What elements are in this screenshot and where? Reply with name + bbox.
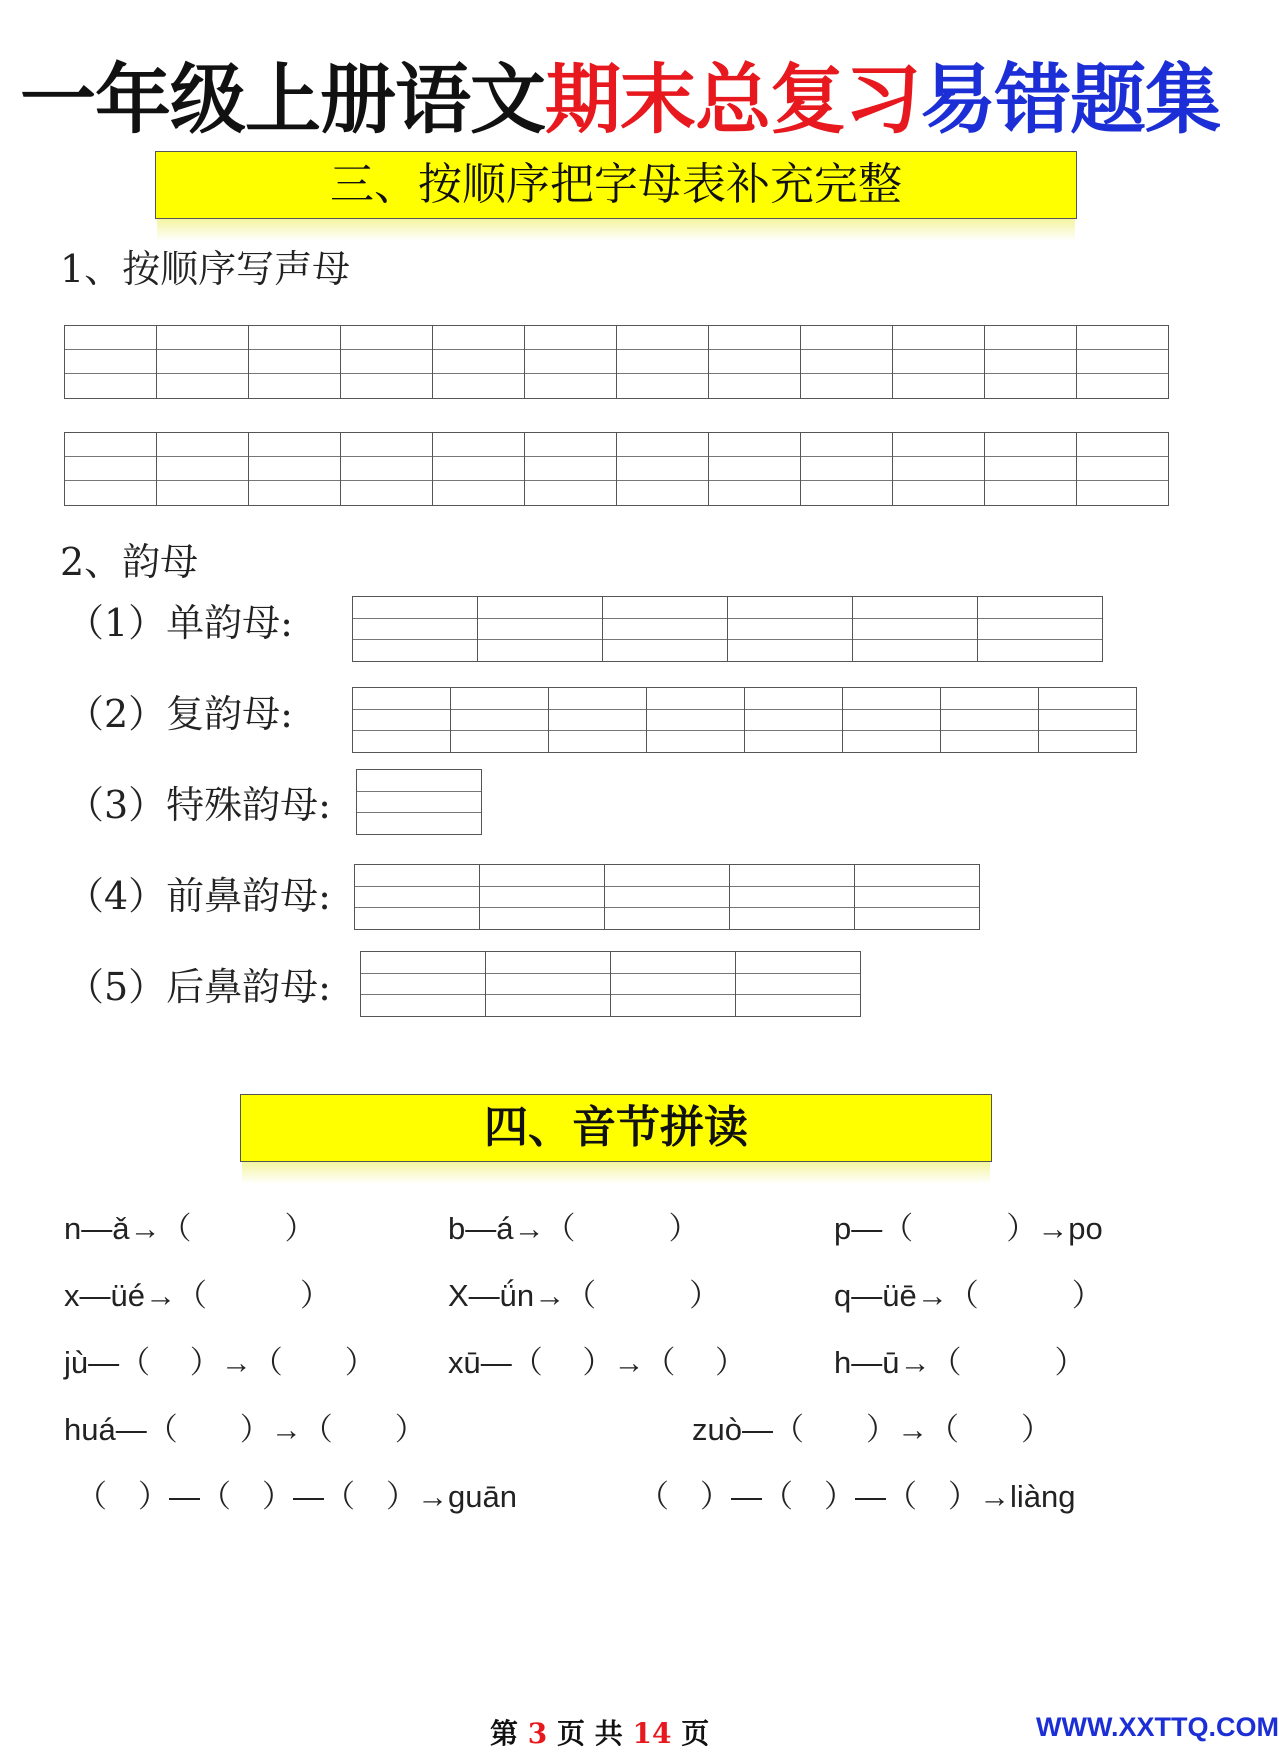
writing-cell[interactable] xyxy=(1039,687,1137,753)
writing-cell[interactable] xyxy=(525,432,617,506)
exercise-10[interactable]: huá—（ ）→（ ） xyxy=(64,1412,426,1447)
writing-cell[interactable] xyxy=(978,596,1103,662)
writing-cell[interactable] xyxy=(486,951,611,1017)
yunmu-label-3: （3）特殊韵母: xyxy=(66,783,331,827)
writing-cell[interactable] xyxy=(985,432,1077,506)
writing-cell[interactable] xyxy=(1077,325,1169,399)
exercise-11[interactable]: zuò—（ ）→（ ） xyxy=(692,1412,1052,1447)
writing-cell[interactable] xyxy=(985,325,1077,399)
exercise-7[interactable]: jù—（ ）→（ ） xyxy=(64,1345,376,1380)
q1-label: 1、按顺序写声母 xyxy=(60,247,351,291)
writing-cell[interactable] xyxy=(249,325,341,399)
writing-cell[interactable] xyxy=(357,769,482,835)
exercise-4[interactable]: x—üé→（ ） xyxy=(64,1278,331,1313)
exercise-13[interactable]: （ ）—（ ）—（ ）→liàng xyxy=(638,1479,1076,1514)
writing-cell[interactable] xyxy=(605,864,730,930)
writing-cell[interactable] xyxy=(341,432,433,506)
writing-cell[interactable] xyxy=(433,325,525,399)
yunmu-label-4: （4）前鼻韵母: xyxy=(66,874,331,918)
writing-cell[interactable] xyxy=(249,432,341,506)
writing-cell[interactable] xyxy=(65,432,157,506)
writing-cell[interactable] xyxy=(549,687,647,753)
writing-cell[interactable] xyxy=(478,596,603,662)
section3-heading: 三、按顺序把字母表补充完整 xyxy=(330,159,902,210)
yunmu-label-5: （5）后鼻韵母: xyxy=(66,965,331,1009)
writing-cell[interactable] xyxy=(617,432,709,506)
writing-cell[interactable] xyxy=(65,325,157,399)
writing-cell[interactable] xyxy=(855,864,980,930)
title-part1: 一年级上册语文 xyxy=(20,55,545,144)
writing-cell[interactable] xyxy=(451,687,549,753)
page-title xyxy=(0,55,1240,144)
writing-cell[interactable] xyxy=(157,432,249,506)
yunmu-grid-1[interactable] xyxy=(352,596,1103,662)
writing-cell[interactable] xyxy=(611,951,736,1017)
writing-cell[interactable] xyxy=(893,432,985,506)
writing-cell[interactable] xyxy=(728,596,853,662)
exercise-1[interactable]: n—ǎ→（ ） xyxy=(64,1211,316,1246)
writing-cell[interactable] xyxy=(843,687,941,753)
writing-cell[interactable] xyxy=(353,687,451,753)
writing-cell[interactable] xyxy=(801,432,893,506)
writing-cell[interactable] xyxy=(941,687,1039,753)
section4-heading: 四、音节拼读 xyxy=(484,1102,748,1153)
writing-cell[interactable] xyxy=(603,596,728,662)
writing-cell[interactable] xyxy=(341,325,433,399)
writing-cell[interactable] xyxy=(355,864,480,930)
shengmu-grid-row-1[interactable] xyxy=(64,325,1169,399)
writing-cell[interactable] xyxy=(1077,432,1169,506)
page-number: 第 3 页 共 14 页 xyxy=(490,1717,710,1750)
exercise-12[interactable]: （ ）—（ ）—（ ）→guān xyxy=(76,1479,517,1514)
title-part2: 期末总复习 xyxy=(545,55,920,144)
writing-cell[interactable] xyxy=(745,687,843,753)
section3-banner xyxy=(155,151,1077,219)
writing-cell[interactable] xyxy=(157,325,249,399)
writing-cell[interactable] xyxy=(480,864,605,930)
writing-cell[interactable] xyxy=(433,432,525,506)
writing-cell[interactable] xyxy=(709,325,801,399)
q2-label: 2、韵母 xyxy=(60,540,199,584)
writing-cell[interactable] xyxy=(617,325,709,399)
exercise-9[interactable]: h—ū→（ ） xyxy=(834,1345,1086,1380)
yunmu-label-2: （2）复韵母: xyxy=(66,692,293,736)
site-watermark: WWW.XXTTQ.COM xyxy=(1036,1712,1279,1742)
writing-cell[interactable] xyxy=(801,325,893,399)
writing-cell[interactable] xyxy=(736,951,861,1017)
writing-cell[interactable] xyxy=(525,325,617,399)
writing-cell[interactable] xyxy=(709,432,801,506)
section4-banner xyxy=(240,1094,992,1162)
writing-cell[interactable] xyxy=(361,951,486,1017)
exercise-3[interactable]: p—（ ）→po xyxy=(834,1211,1103,1246)
yunmu-grid-5[interactable] xyxy=(360,951,861,1017)
yunmu-grid-3[interactable] xyxy=(356,769,482,835)
yunmu-grid-4[interactable] xyxy=(354,864,980,930)
writing-cell[interactable] xyxy=(730,864,855,930)
exercise-6[interactable]: q—üē→（ ） xyxy=(834,1278,1103,1313)
title-part3: 易错题集 xyxy=(920,55,1220,144)
exercise-8[interactable]: xū—（ ）→（ ） xyxy=(448,1345,746,1380)
yunmu-grid-2[interactable] xyxy=(352,687,1137,753)
shengmu-grid-row-2[interactable] xyxy=(64,432,1169,506)
exercise-2[interactable]: b—á→（ ） xyxy=(448,1211,700,1246)
writing-cell[interactable] xyxy=(353,596,478,662)
yunmu-label-1: （1）单韵母: xyxy=(66,601,293,645)
exercise-5[interactable]: X—ǘn→（ ） xyxy=(448,1278,721,1313)
writing-cell[interactable] xyxy=(853,596,978,662)
writing-cell[interactable] xyxy=(647,687,745,753)
writing-cell[interactable] xyxy=(893,325,985,399)
